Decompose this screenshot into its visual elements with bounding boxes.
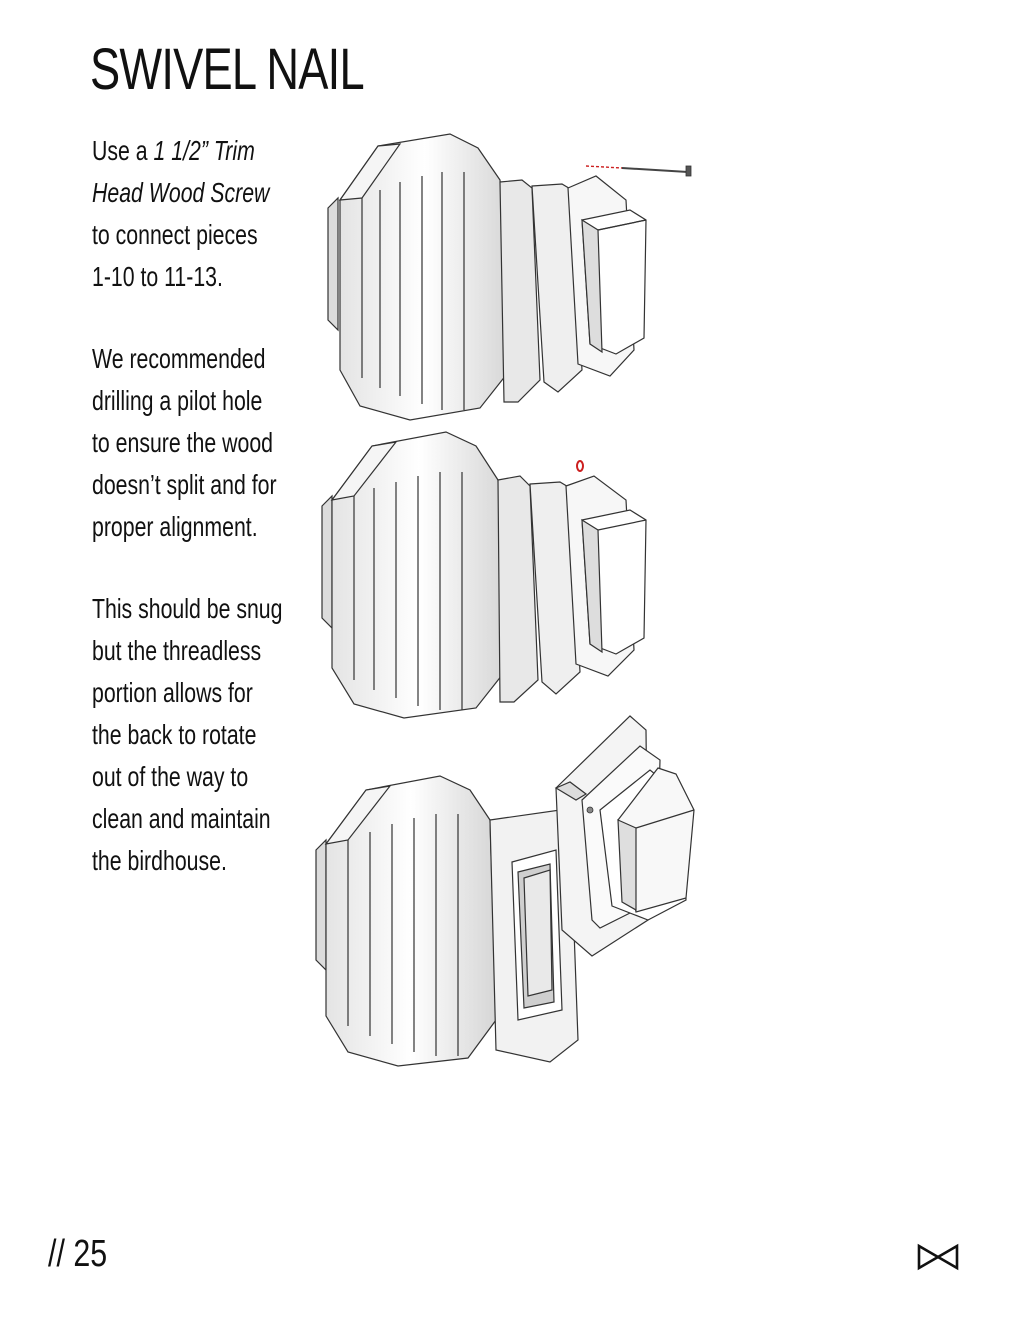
- screw-icon: [586, 166, 691, 176]
- birdhouse-pilot-hole-figure: [322, 432, 646, 718]
- paragraph-line: We recommended: [92, 343, 266, 374]
- paragraph-line: doesn’t split and for: [92, 469, 277, 500]
- paragraph-rotation: [92, 588, 320, 882]
- page-number: // 25: [48, 1233, 108, 1275]
- paragraph-screw: [92, 130, 320, 298]
- paragraph-pilot-hole: [92, 338, 320, 548]
- paragraph-line: to ensure the wood: [92, 427, 274, 458]
- paragraph-line: out of the way to: [92, 761, 249, 792]
- instructions-text: [92, 130, 320, 922]
- pilot-hole-marker: [577, 461, 583, 471]
- assembly-illustrations: [300, 120, 720, 1080]
- paragraph-line: the birdhouse.: [92, 845, 227, 876]
- paragraph-line: to connect pieces: [92, 219, 258, 250]
- page-title: SWIVEL NAIL: [90, 37, 364, 102]
- paragraph-line: 1-10 to 11-13.: [92, 261, 223, 292]
- screw-type-text: Head Wood Screw: [92, 177, 270, 208]
- paragraph-line: This should be snug: [92, 593, 283, 624]
- screw-size-text: 1 1/2” Trim: [153, 135, 255, 166]
- bowtie-logo-icon: [916, 1242, 960, 1272]
- paragraph-line: portion allows for: [92, 677, 253, 708]
- birdhouse-open-figure: [316, 716, 694, 1066]
- paragraph-line: but the threadless: [92, 635, 262, 666]
- birdhouse-screw-figure: [328, 134, 646, 420]
- lead-text: Use a: [92, 135, 154, 166]
- paragraph-line: clean and maintain: [92, 803, 271, 834]
- paragraph-line: drilling a pilot hole: [92, 385, 263, 416]
- paragraph-line: the back to rotate: [92, 719, 257, 750]
- paragraph-line: proper alignment.: [92, 511, 258, 542]
